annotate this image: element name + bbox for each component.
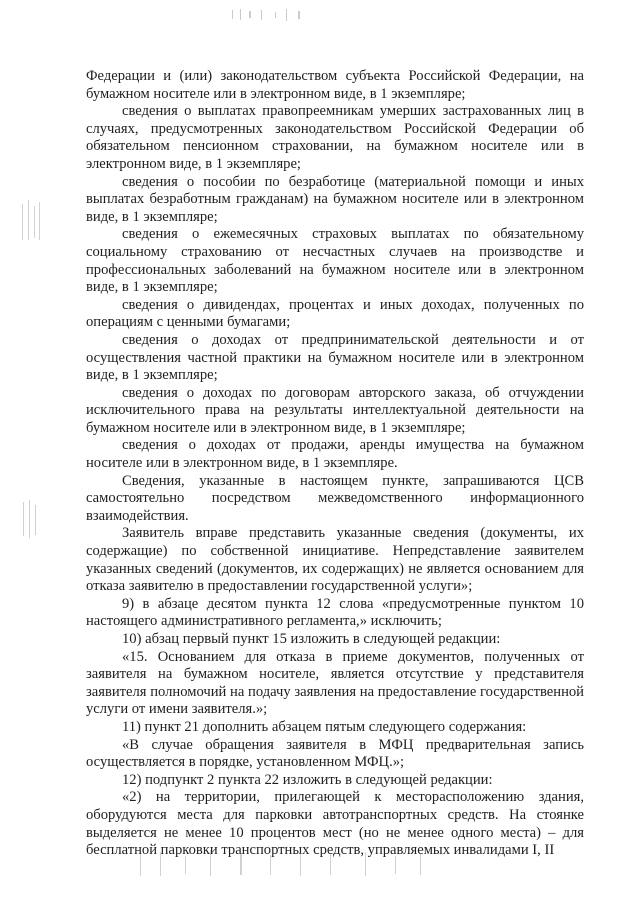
paragraph: сведения о дивидендах, процентах и иных доходах, полученных по операциям с ценными бумагами; xyxy=(86,296,584,331)
paragraph: «15. Основанием для отказа в приеме документов, полученных от заявителя на бумажном носителе, является отсутствие у представителя заявителя полномочий на подачу заявления на предоставление государственной услуги от имени заявителя.»; xyxy=(86,648,584,718)
scan-noise-top xyxy=(228,8,308,22)
paragraph: сведения о пособии по безработице (материальной помощи и иных выплатах безработным гражданам) на бумажном носителе или в электронном виде, в 1 экземпляре; xyxy=(86,173,584,225)
paragraph: Заявитель вправе представить указанные сведения (документы, их содержащие) по собственной инициативе. Непредставление заявителем указанных сведений (документов, их содержащих) не является основанием для отказа заявителю в предоставлении государственной услуги»; xyxy=(86,525,584,595)
paragraph: «2) на территории, прилегающей к месторасположению здания, оборудуются места для парковки автотранспортных средств. На стоянке выделяется не менее 10 процентов мест (но не менее одного места) – для бесплатной парковки транспортных средств, управляемых инвалидами I, II xyxy=(86,789,584,859)
scan-noise-left-1 xyxy=(20,200,42,244)
paragraph: сведения о выплатах правопреемникам умерших застрахованных лиц в случаях, предусмотренных законодательством Российской Федерации об обязательном пенсионном страховании, на бумажном носителе или в электронном виде, в 1 экземпляре; xyxy=(86,103,584,172)
paragraph: сведения о доходах от предпринимательской деятельности и от осуществления частной практики на бумажном носителе или в электронном виде, в 1 экземпляре; xyxy=(86,331,584,384)
scan-noise-bottom xyxy=(130,850,430,880)
scan-noise-left-2 xyxy=(20,500,42,540)
paragraph: 12) подпункт 2 пункта 22 изложить в следующей редакции: xyxy=(122,771,493,788)
paragraph: сведения о ежемесячных страховых выплатах по обязательному социальному страхованию от несчастных случаев на производстве и профессиональных заболеваний на бумажном носителе или в электронном виде, в 1 экземпляре; xyxy=(86,226,584,296)
paragraph: 11) пункт 21 дополнить абзацем пятым следующего содержания: xyxy=(122,718,527,735)
paragraph: сведения о доходах от продажи, аренды имущества на бумажном носителе или в электронном виде, в 1 экземпляре. xyxy=(86,437,584,472)
paragraph: сведения о доходах по договорам авторского заказа, об отчуждении исключительного права на результаты интеллектуальной деятельности на бумажном носителе или в электронном виде, в 1 экземпляре; xyxy=(86,384,584,436)
paragraph: Федерации и (или) законодательством субъекта Российской Федерации, на бумажном носителе или в электронном виде, в 1 экземпляре; xyxy=(86,68,584,102)
document-body xyxy=(86,68,584,860)
paragraph: «В случае обращения заявителя в МФЦ предварительная запись осуществляется в порядке, установленном МФЦ.»; xyxy=(86,736,584,771)
paragraph: 10) абзац первый пункт 15 изложить в следующей редакции: xyxy=(122,631,501,647)
paragraph: 9) в абзаце десятом пункта 12 слова «предусмотренные пунктом 10 настоящего административного регламента,» исключить; xyxy=(86,595,584,630)
paragraph: Сведения, указанные в настоящем пункте, запрашиваются ЦСВ самостоятельно посредством межведомственного информационного взаимодействия. xyxy=(86,472,584,524)
